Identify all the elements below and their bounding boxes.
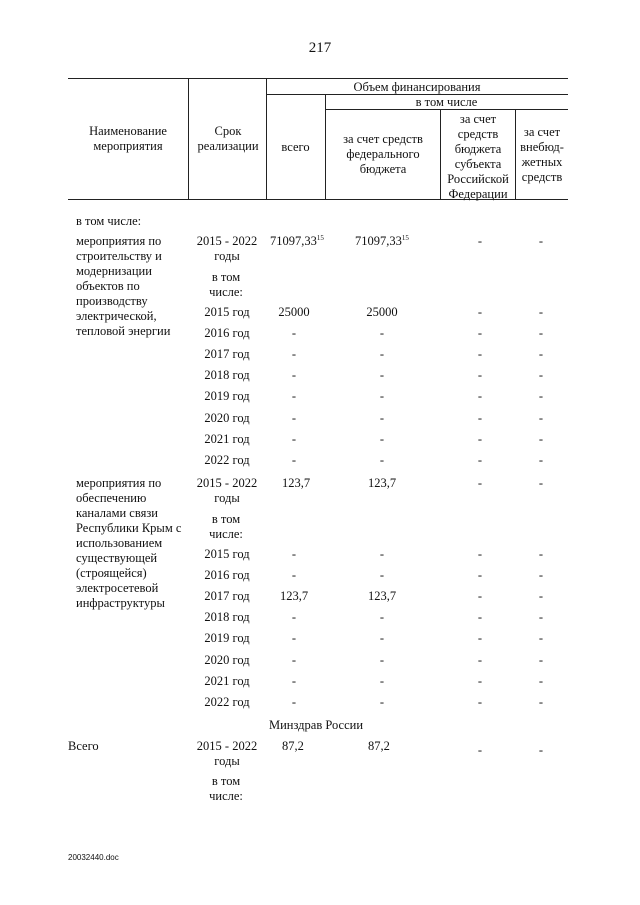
year-federal: - [379, 673, 385, 688]
year-label: 2022 год [204, 452, 250, 467]
year-total: 25000 [278, 305, 310, 319]
year-federal: - [379, 547, 385, 561]
year-row [0, 453, 640, 469]
year-regional: - [477, 547, 483, 561]
year-regional: - [477, 347, 483, 362]
total-row-extra: - [538, 743, 544, 757]
activity1-federal-footnote: 15 [401, 234, 409, 242]
year-extra: - [538, 547, 544, 561]
year-row [0, 653, 640, 669]
activity1-total-footnote: 15 [316, 234, 324, 242]
year-extra: - [538, 410, 544, 425]
year-total: - [291, 610, 297, 625]
header-including: в том числе [415, 95, 478, 109]
activity1-period: 2015 - 2022 годы [196, 234, 258, 263]
year-label: 2019 год [204, 631, 250, 646]
activity1-name: мероприятия по строительству и модернизации объектов по производству электрической, тепловой энергии [76, 234, 171, 338]
year-total: - [291, 389, 297, 404]
year-total: - [291, 631, 297, 646]
year-total: - [291, 326, 297, 341]
total-row-including: в том числе: [209, 774, 243, 803]
year-extra: - [538, 305, 544, 319]
year-extra: - [538, 389, 544, 404]
year-label: 2021 год [204, 673, 250, 688]
year-row [0, 432, 640, 448]
year-extra: - [538, 368, 544, 383]
year-label: 2022 год [204, 694, 250, 709]
year-total: - [291, 547, 297, 561]
header-name: Наименование мероприятия [89, 124, 167, 153]
year-federal: - [379, 631, 385, 646]
year-total: - [291, 452, 297, 467]
header-term: Срок реализации [197, 124, 259, 153]
year-label: 2016 год [204, 568, 250, 583]
year-label: 2017 год [204, 347, 250, 362]
activity2-period: 2015 - 2022 годы [196, 476, 258, 505]
year-extra: - [538, 431, 544, 446]
year-extra: - [538, 694, 544, 709]
year-regional: - [477, 389, 483, 404]
year-regional: - [477, 652, 483, 667]
year-regional: - [477, 610, 483, 625]
activity1-total: 71097,33$^{15}$ [270, 234, 324, 248]
year-row [0, 347, 640, 363]
year-federal: - [379, 452, 385, 467]
header-regional: за счет средств бюджета субъекта Российской Федерации [447, 112, 509, 201]
year-regional: - [477, 694, 483, 709]
year-extra: - [538, 347, 544, 362]
year-label: 2018 год [204, 368, 250, 383]
header-total: всего [281, 140, 310, 154]
year-federal: 25000 [366, 305, 398, 319]
activity2-federal: 123,7 [368, 476, 397, 490]
year-regional: - [477, 326, 483, 341]
header-funding: Объем финансирования [353, 80, 481, 94]
year-federal: - [379, 347, 385, 362]
year-federal: - [379, 610, 385, 625]
year-total: - [291, 347, 297, 362]
year-label: 2015 год [204, 305, 250, 319]
year-row [0, 610, 640, 626]
header-top-line [68, 78, 568, 79]
year-federal: - [379, 694, 385, 709]
year-label: 2018 год [204, 610, 250, 625]
header-extra: за счет внебюд-жетных средств [520, 125, 564, 184]
year-total: - [291, 652, 297, 667]
year-label: 2017 год [204, 589, 250, 604]
total-row-name: Всего [68, 739, 99, 753]
year-total: 123,7 [279, 589, 309, 604]
activity2-extra: - [538, 476, 544, 490]
year-federal: - [379, 568, 385, 583]
year-label: 2016 год [204, 326, 250, 341]
total-row-regional: - [477, 743, 483, 757]
total-row-period: 2015 - 2022 годы [196, 739, 258, 768]
year-total: - [291, 431, 297, 446]
year-row [0, 674, 640, 690]
year-total: - [291, 673, 297, 688]
year-extra: - [538, 326, 544, 341]
year-label: 2019 год [204, 389, 250, 404]
year-total: - [291, 568, 297, 583]
year-regional: - [477, 452, 483, 467]
year-regional: - [477, 305, 483, 319]
total-row-federal: 87,2 [368, 739, 390, 753]
year-row [0, 368, 640, 384]
footer-doc-code: 20032440.doc [68, 853, 119, 862]
year-total: - [291, 694, 297, 709]
ministry-heading: Минздрав России [268, 718, 364, 732]
col-divider-2 [266, 78, 267, 199]
year-extra: - [538, 452, 544, 467]
year-federal: 123,7 [367, 589, 397, 604]
year-row [0, 589, 640, 605]
year-row [0, 389, 640, 405]
activity2-regional: - [477, 476, 483, 490]
year-total: - [291, 410, 297, 425]
activity2-total: 123,7 [282, 476, 311, 490]
year-extra: - [538, 652, 544, 667]
total-row-total: 87,2 [282, 739, 304, 753]
year-federal: - [379, 652, 385, 667]
year-extra: - [538, 568, 544, 583]
year-federal: - [379, 410, 385, 425]
activity1-regional: - [477, 234, 483, 248]
year-label: 2021 год [204, 431, 250, 446]
activity2-name: мероприятия по обеспечению каналами связи Республики Крым с использованием существующей (строящейся) электросетевой инфраструктуры [76, 476, 182, 610]
activity2-including: в том числе: [209, 512, 243, 541]
year-label: 2020 год [204, 410, 250, 425]
year-extra: - [538, 589, 544, 604]
year-extra: - [538, 631, 544, 646]
year-row [0, 411, 640, 427]
year-regional: - [477, 589, 483, 604]
year-row [0, 326, 640, 342]
year-regional: - [477, 673, 483, 688]
year-federal: - [379, 326, 385, 341]
year-row [0, 305, 640, 321]
year-extra: - [538, 673, 544, 688]
page-number: 217 [308, 40, 332, 56]
year-regional: - [477, 431, 483, 446]
year-label: 2020 год [204, 652, 250, 667]
year-row [0, 547, 640, 563]
year-regional: - [477, 410, 483, 425]
year-regional: - [477, 368, 483, 383]
year-regional: - [477, 568, 483, 583]
year-row [0, 631, 640, 647]
year-federal: - [379, 431, 385, 446]
year-regional: - [477, 631, 483, 646]
col-divider-1 [188, 78, 189, 199]
year-row [0, 568, 640, 584]
year-row [0, 695, 640, 711]
activity1-including: в том числе: [209, 270, 243, 299]
year-federal: - [379, 368, 385, 383]
header-federal: за счет средств федерального бюджета [343, 132, 423, 176]
section-including: в том числе: [76, 214, 142, 228]
year-total: - [291, 368, 297, 383]
activity1-federal: 71097,33$^{15}$ [355, 234, 409, 248]
activity1-extra: - [538, 234, 544, 248]
year-federal: - [379, 389, 385, 404]
year-extra: - [538, 610, 544, 625]
year-label: 2015 год [204, 547, 250, 561]
